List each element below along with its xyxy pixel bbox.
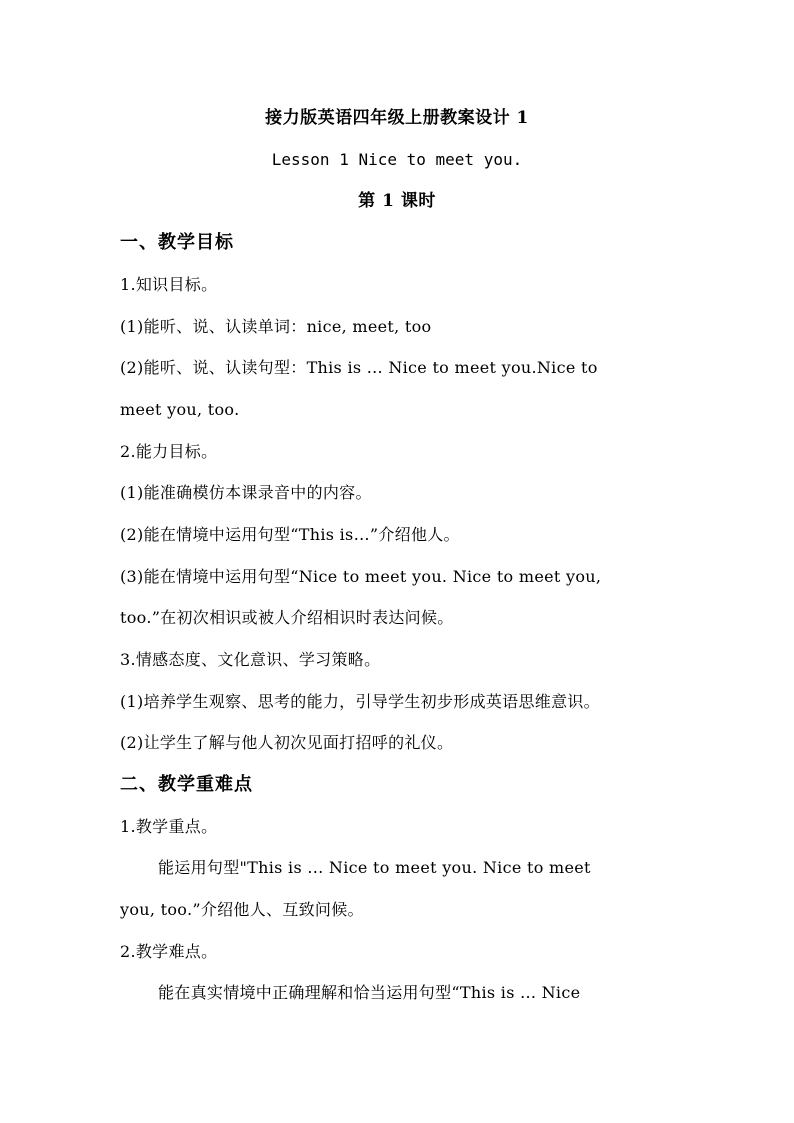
ability-item-3-line-1: (3)能在情境中运用句型“Nice to meet you. Nice to meet you, — [120, 567, 602, 586]
section-heading-objectives: 一、教学目标 — [120, 232, 234, 253]
key-points-heading: 1.教学重点。 — [120, 817, 218, 836]
knowledge-item-2-line-1: (2)能听、说、认读句型：This is ... Nice to meet you.Nice to — [120, 358, 598, 377]
knowledge-item-2-line-2: meet you, too. — [120, 400, 240, 419]
key-points-text-line-2: you, too.”介绍他人、互致问候。 — [120, 900, 364, 919]
ability-item-1: (1)能准确模仿本课录音中的内容。 — [120, 483, 372, 502]
section-heading-key-points: 二、教学重难点 — [120, 774, 253, 795]
difficult-points-text-line-1: 能在真实情境中正确理解和恰当运用句型“This is ... Nice — [158, 983, 581, 1002]
knowledge-item-1: (1)能听、说、认读单词：nice, meet, too — [120, 317, 432, 336]
knowledge-heading: 1.知识目标。 — [120, 275, 218, 294]
ability-item-2: (2)能在情境中运用句型“This is…”介绍他人。 — [120, 525, 460, 544]
period-title: 第 1 课时 — [358, 191, 436, 211]
document-title: 接力版英语四年级上册教案设计 1 — [265, 108, 529, 128]
emotion-item-2: (2)让学生了解与他人初次见面打招呼的礼仪。 — [120, 733, 454, 752]
emotion-heading: 3.情感态度、文化意识、学习策略。 — [120, 650, 381, 669]
key-points-text-line-1: 能运用句型"This is ... Nice to meet you. Nice to meet — [158, 858, 591, 877]
difficult-points-heading: 2.教学难点。 — [120, 942, 218, 961]
ability-heading: 2.能力目标。 — [120, 442, 218, 461]
ability-item-3-line-2: too.”在初次相识或被人介绍相识时表达问候。 — [120, 608, 454, 627]
emotion-item-1: (1)培养学生观察、思考的能力，引导学生初步形成英语思维意识。 — [120, 692, 600, 711]
lesson-title: Lesson 1 Nice to meet you. — [271, 150, 523, 169]
